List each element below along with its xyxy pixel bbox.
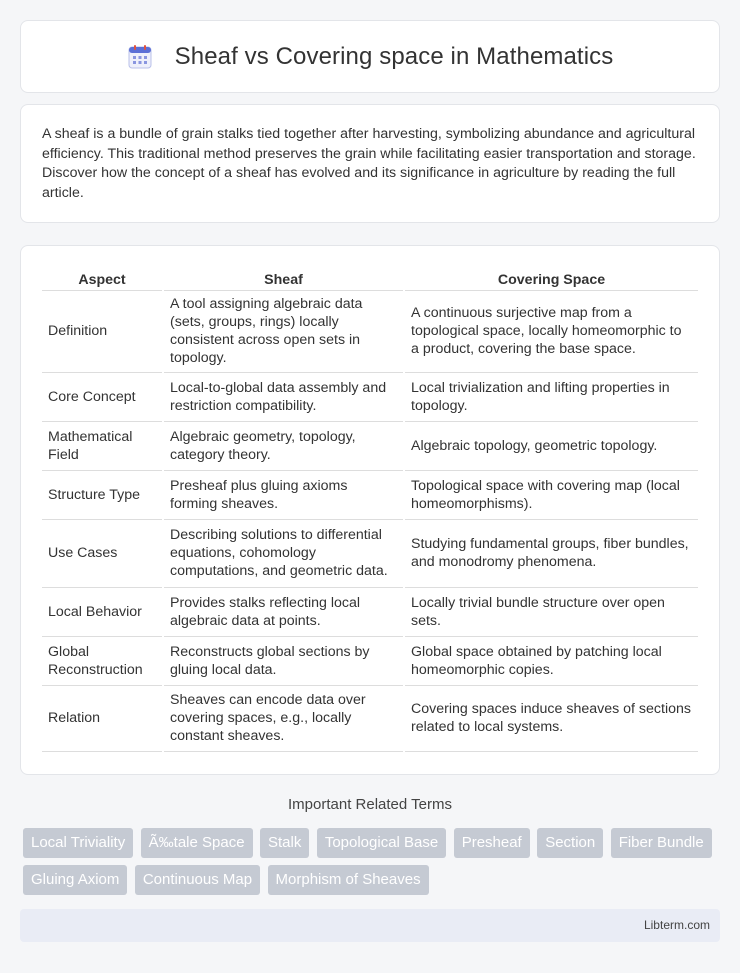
table-row: [42, 290, 698, 372]
cell-sheaf: Describing solutions to differential equations, cohomology computations, and geometric data.: [163, 519, 404, 587]
cell-aspect: Definition: [42, 290, 163, 372]
cell-aspect: Relation: [42, 685, 163, 751]
table-row: [42, 470, 698, 519]
related-terms-heading: Important Related Terms: [288, 796, 452, 813]
cell-aspect: Structure Type: [42, 470, 163, 519]
tag-presheaf[interactable]: Presheaf: [454, 828, 530, 858]
tag-fiber-bundle[interactable]: Fiber Bundle: [611, 828, 712, 858]
tag-gluing-axiom[interactable]: Gluing Axiom: [23, 865, 127, 895]
tag-morphism-of-sheaves[interactable]: Morphism of Sheaves: [268, 865, 429, 895]
cell-sheaf: Algebraic geometry, topology, category theory.: [163, 421, 404, 470]
tag-section[interactable]: Section: [537, 828, 603, 858]
tag-topological-base[interactable]: Topological Base: [317, 828, 446, 858]
header-covering-space: Covering Space: [404, 266, 698, 290]
intro-card: [20, 104, 720, 223]
header-aspect: Aspect: [42, 266, 163, 290]
cell-covering: Algebraic topology, geometric topology.: [404, 421, 698, 470]
cell-sheaf: Presheaf plus gluing axioms forming sheaves.: [163, 470, 404, 519]
comparison-table: [42, 266, 698, 752]
cell-covering: Global space obtained by patching local homeomorphic copies.: [404, 636, 698, 685]
cell-aspect: Use Cases: [42, 519, 163, 587]
cell-aspect: Local Behavior: [42, 587, 163, 636]
header-sheaf: Sheaf: [163, 266, 404, 290]
tag-stalk[interactable]: Stalk: [260, 828, 309, 858]
cell-aspect: Global Reconstruction: [42, 636, 163, 685]
title-card: [20, 20, 720, 93]
comparison-card: [20, 245, 720, 775]
tag-continuous-map[interactable]: Continuous Map: [135, 865, 260, 895]
cell-sheaf: Sheaves can encode data over covering spaces, e.g., locally constant sheaves.: [163, 685, 404, 751]
table-row: [42, 519, 698, 587]
calendar-icon: [127, 44, 153, 70]
table-row: [42, 587, 698, 636]
cell-covering: Covering spaces induce sheaves of sections related to local systems.: [404, 685, 698, 751]
cell-aspect: Core Concept: [42, 372, 163, 421]
cell-sheaf: Reconstructs global sections by gluing local data.: [163, 636, 404, 685]
cell-covering: A continuous surjective map from a topological space, locally homeomorphic to a product, covering the base space.: [404, 290, 698, 372]
table-row: [42, 636, 698, 685]
tag-local-triviality[interactable]: Local Triviality: [23, 828, 133, 858]
cell-covering: Locally trivial bundle structure over open sets.: [404, 587, 698, 636]
cell-covering: Local trivialization and lifting properties in topology.: [404, 372, 698, 421]
table-row: [42, 685, 698, 751]
intro-text: A sheaf is a bundle of grain stalks tied together after harvesting, symbolizing abundance and agricultural efficiency. This traditional method preserves the grain while facilitating easier transportation and storage. Discover how the concept of a sheaf has evolved and its significance in agriculture by reading the full article.: [42, 126, 696, 201]
page-title: Sheaf vs Covering space in Mathematics: [174, 42, 614, 70]
cell-covering: Topological space with covering map (local homeomorphisms).: [404, 470, 698, 519]
table-header-row: [42, 266, 698, 290]
tag-etale-space[interactable]: Ã‰tale Space: [141, 828, 253, 858]
cell-covering: Studying fundamental groups, fiber bundles, and monodromy phenomena.: [404, 519, 698, 587]
footer-site-link[interactable]: Libterm.com: [643, 918, 710, 932]
table-row: [42, 372, 698, 421]
cell-sheaf: Provides stalks reflecting local algebraic data at points.: [163, 587, 404, 636]
cell-sheaf: Local-to-global data assembly and restriction compatibility.: [163, 372, 404, 421]
footer: [20, 909, 720, 942]
related-terms-list: [23, 828, 723, 902]
table-row: [42, 421, 698, 470]
cell-aspect: Mathematical Field: [42, 421, 163, 470]
cell-sheaf: A tool assigning algebraic data (sets, groups, rings) locally consistent across open sets in topology.: [163, 290, 404, 372]
